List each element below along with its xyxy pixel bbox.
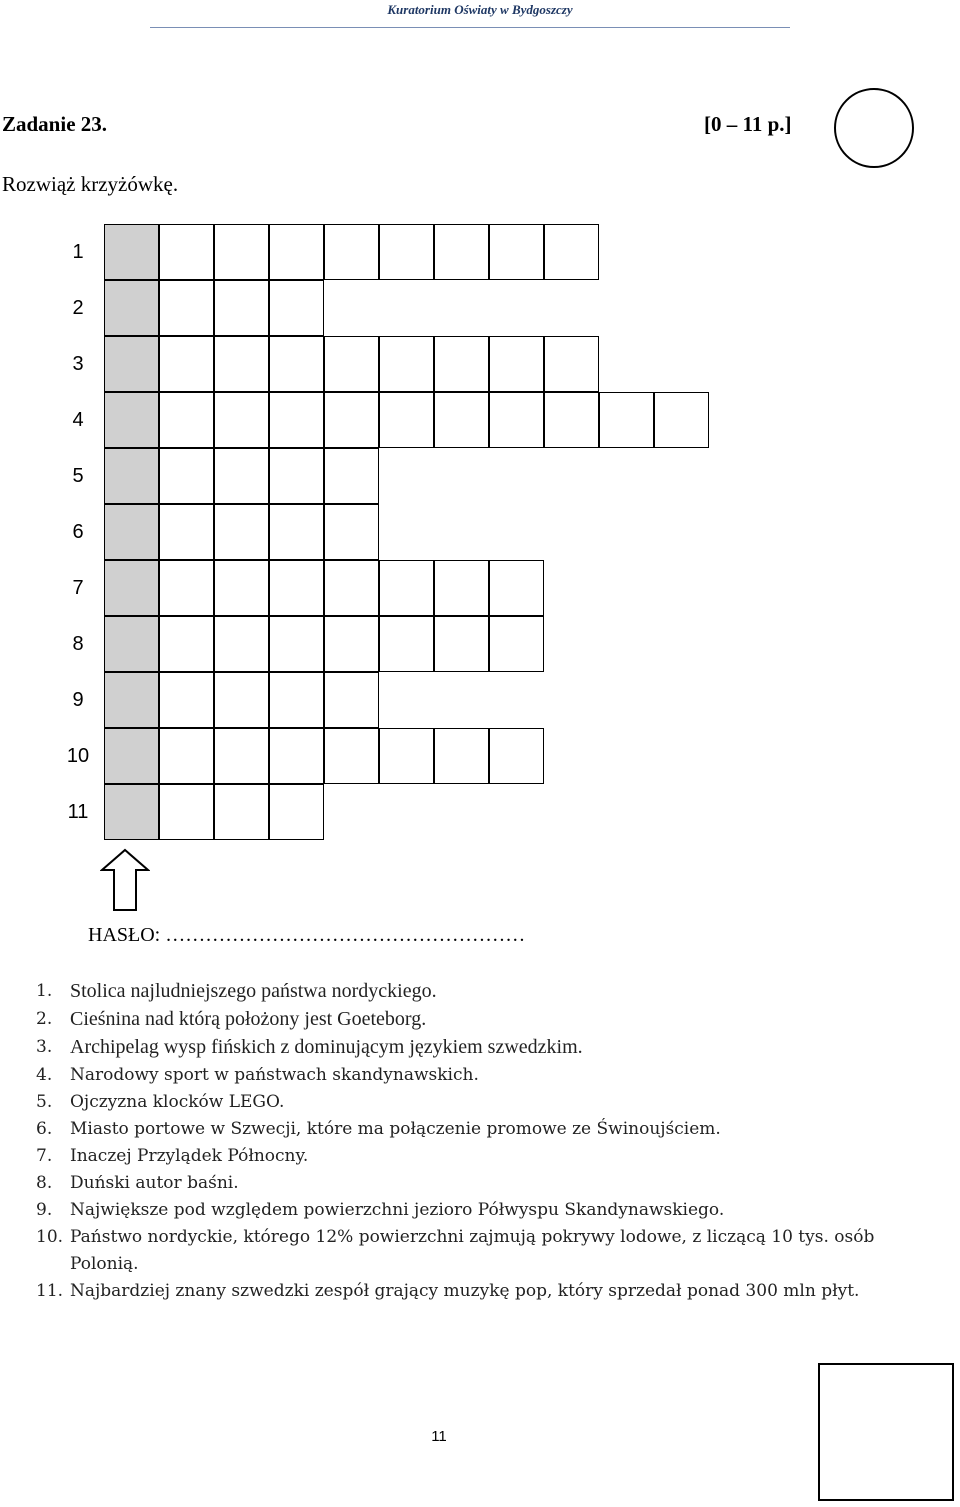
- crossword-cell[interactable]: [214, 280, 269, 336]
- clue-number: 8.: [36, 1173, 53, 1193]
- clue-item: [36, 978, 916, 1006]
- clue-text: Cieśnina nad którą położony jest Goeteborg.: [70, 1008, 427, 1030]
- crossword-cell[interactable]: [489, 336, 544, 392]
- clue-item: [36, 1170, 916, 1197]
- crossword-cell[interactable]: [379, 336, 434, 392]
- crossword-cell[interactable]: [654, 392, 709, 448]
- crossword-cell[interactable]: [434, 336, 489, 392]
- clue-text: Inaczej Przylądek Północny.: [70, 1146, 309, 1166]
- crossword-cell[interactable]: [214, 560, 269, 616]
- clue-text: Ojczyzna klocków LEGO.: [70, 1092, 285, 1112]
- clue-item: [36, 1197, 916, 1224]
- clue-text: Państwo nordyckie, którego 12% powierzchni zajmują pokrywy lodowe, z liczącą 10 tys. osób Polonią.: [70, 1227, 875, 1274]
- crossword-cell[interactable]: [324, 560, 379, 616]
- row-number: 11: [67, 801, 89, 823]
- crossword-cell[interactable]: [489, 616, 544, 672]
- crossword-cell[interactable]: [269, 560, 324, 616]
- crossword-cell[interactable]: [324, 504, 379, 560]
- clue-number: 11.: [36, 1281, 64, 1301]
- page-number: 11: [431, 1428, 447, 1445]
- crossword-cell[interactable]: [599, 392, 654, 448]
- crossword-cell[interactable]: [269, 672, 324, 728]
- crossword-key-cell[interactable]: [104, 728, 159, 784]
- crossword-cell[interactable]: [159, 784, 214, 840]
- crossword-cell[interactable]: [269, 280, 324, 336]
- clue-text: Archipelag wysp fińskich z dominującym językiem szwedzkim.: [70, 1036, 583, 1058]
- crossword-cell[interactable]: [434, 728, 489, 784]
- crossword-cell[interactable]: [269, 336, 324, 392]
- crossword-cell[interactable]: [269, 392, 324, 448]
- header-divider: [150, 27, 790, 28]
- crossword-key-cell[interactable]: [104, 560, 159, 616]
- clue-item: [36, 1006, 916, 1034]
- clue-number: 1.: [36, 981, 53, 1001]
- row-number: 6: [72, 521, 84, 543]
- crossword-key-cell[interactable]: [104, 784, 159, 840]
- clue-number: 3.: [36, 1037, 53, 1057]
- crossword-cell[interactable]: [379, 616, 434, 672]
- clue-list: [36, 978, 916, 1305]
- crossword-key-cell[interactable]: [104, 672, 159, 728]
- clue-item: [36, 1224, 916, 1278]
- crossword-cell[interactable]: [214, 448, 269, 504]
- crossword-cell[interactable]: [159, 672, 214, 728]
- crossword-cell[interactable]: [159, 560, 214, 616]
- crossword-cell[interactable]: [544, 224, 599, 280]
- score-circle[interactable]: [834, 88, 914, 168]
- crossword-cell[interactable]: [324, 392, 379, 448]
- password-answer-line[interactable]: HASŁO: ………………………………………………: [88, 924, 526, 946]
- crossword-cell[interactable]: [379, 728, 434, 784]
- crossword-cell[interactable]: [434, 224, 489, 280]
- crossword-cell[interactable]: [379, 560, 434, 616]
- clue-text: Narodowy sport w państwach skandynawskich.: [70, 1065, 479, 1085]
- row-number: 8: [72, 633, 84, 655]
- clue-number: 4.: [36, 1065, 53, 1085]
- crossword-cell[interactable]: [324, 336, 379, 392]
- crossword-key-cell[interactable]: [104, 224, 159, 280]
- task-title: Zadanie 23.: [2, 112, 108, 136]
- crossword-key-cell[interactable]: [104, 448, 159, 504]
- crossword-cell[interactable]: [269, 728, 324, 784]
- crossword-cell[interactable]: [159, 616, 214, 672]
- crossword-cell[interactable]: [544, 336, 599, 392]
- row-number: 2: [72, 297, 84, 319]
- crossword-cell[interactable]: [489, 728, 544, 784]
- crossword-key-cell[interactable]: [104, 280, 159, 336]
- clue-item: [36, 1034, 916, 1062]
- crossword-cell[interactable]: [434, 392, 489, 448]
- row-number: 1: [72, 241, 84, 263]
- clue-text: Stolica najludniejszego państwa nordyckiego.: [70, 980, 437, 1002]
- clue-text: Miasto portowe w Szwecji, które ma połączenie promowe ze Świnoujściem.: [70, 1119, 721, 1139]
- row-number: 4: [72, 409, 84, 431]
- crossword-cell[interactable]: [324, 224, 379, 280]
- crossword-cell[interactable]: [214, 392, 269, 448]
- crossword-key-cell[interactable]: [104, 392, 159, 448]
- crossword-cell[interactable]: [159, 504, 214, 560]
- row-number: 7: [72, 577, 84, 599]
- clue-item: [36, 1278, 916, 1305]
- clue-text: Największe pod względem powierzchni jezioro Półwyspu Skandynawskiego.: [70, 1200, 725, 1220]
- clue-number: 7.: [36, 1146, 53, 1166]
- clue-item: [36, 1116, 916, 1143]
- crossword-cell[interactable]: [214, 616, 269, 672]
- row-number: 3: [72, 353, 84, 375]
- crossword-cell[interactable]: [324, 672, 379, 728]
- clue-number: 10.: [36, 1227, 64, 1247]
- crossword-cell[interactable]: [489, 560, 544, 616]
- crossword-cell[interactable]: [269, 504, 324, 560]
- crossword-cell[interactable]: [434, 560, 489, 616]
- arrow-up-icon: [100, 848, 150, 912]
- clue-text: Najbardziej znany szwedzki zespół grający muzykę pop, który sprzedał ponad 300 mln płyt.: [70, 1281, 860, 1301]
- crossword-cell[interactable]: [269, 448, 324, 504]
- clue-number: 6.: [36, 1119, 53, 1139]
- task-points: [0 – 11 p.]: [704, 112, 792, 136]
- crossword-cell[interactable]: [214, 672, 269, 728]
- crossword-cell[interactable]: [214, 784, 269, 840]
- crossword-cell[interactable]: [159, 392, 214, 448]
- clue-number: 9.: [36, 1200, 53, 1220]
- crossword-cell[interactable]: [269, 224, 324, 280]
- crossword-cell[interactable]: [269, 784, 324, 840]
- crossword-cell[interactable]: [214, 504, 269, 560]
- crossword-cell[interactable]: [159, 448, 214, 504]
- crossword-cell[interactable]: [434, 616, 489, 672]
- clue-number: 5.: [36, 1092, 53, 1112]
- crossword-key-cell[interactable]: [104, 504, 159, 560]
- crossword-cell[interactable]: [159, 224, 214, 280]
- crossword-cell[interactable]: [214, 336, 269, 392]
- crossword-key-cell[interactable]: [104, 336, 159, 392]
- crossword-cell[interactable]: [269, 616, 324, 672]
- crossword-cell[interactable]: [324, 728, 379, 784]
- crossword-cell[interactable]: [159, 728, 214, 784]
- row-number: 10: [66, 745, 90, 767]
- crossword-cell[interactable]: [379, 392, 434, 448]
- clue-text: Duński autor baśni.: [70, 1173, 239, 1193]
- clue-item: [36, 1062, 916, 1089]
- crossword-cell[interactable]: [324, 448, 379, 504]
- crossword-cell[interactable]: [214, 728, 269, 784]
- task-instruction: Rozwiąż krzyżówkę.: [2, 172, 179, 196]
- clue-item: [36, 1143, 916, 1170]
- crossword-cell[interactable]: [324, 616, 379, 672]
- crossword-cell[interactable]: [214, 224, 269, 280]
- crossword-cell[interactable]: [544, 392, 599, 448]
- crossword-key-cell[interactable]: [104, 616, 159, 672]
- row-number: 5: [72, 465, 84, 487]
- crossword-cell[interactable]: [379, 224, 434, 280]
- clue-number: 2.: [36, 1009, 53, 1029]
- clue-item: [36, 1089, 916, 1116]
- row-number: 9: [72, 689, 84, 711]
- crossword-cell[interactable]: [489, 392, 544, 448]
- crossword-cell[interactable]: [489, 224, 544, 280]
- crossword-cell[interactable]: [159, 280, 214, 336]
- crossword-cell[interactable]: [159, 336, 214, 392]
- document-header: Kuratorium Oświaty w Bydgoszczy: [387, 2, 573, 17]
